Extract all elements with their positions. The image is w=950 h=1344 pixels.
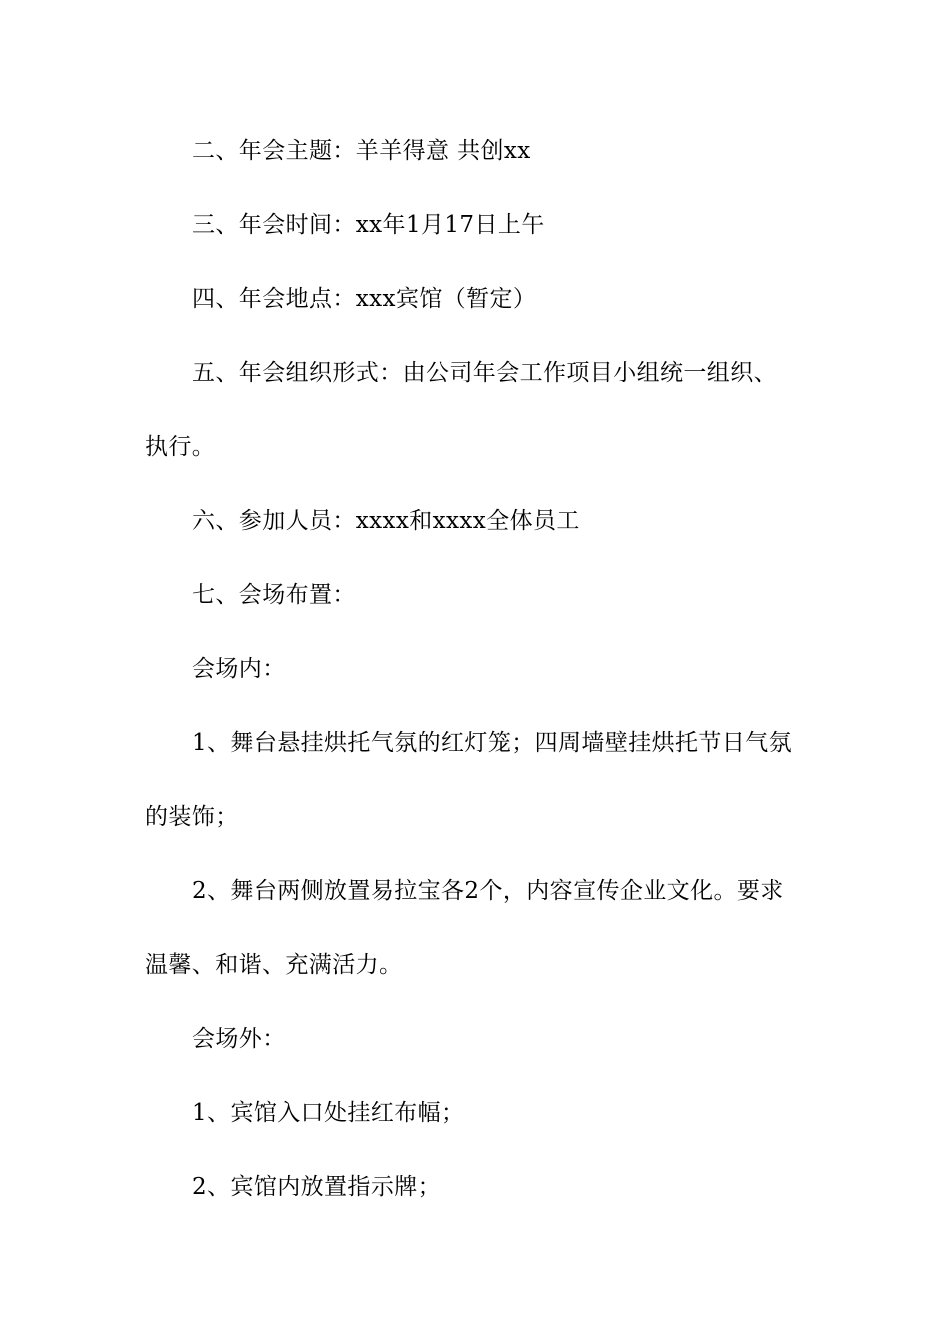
line-indoor-item-2: 2、舞台两侧放置易拉宝各2个，内容宣传企业文化。要求: [192, 878, 784, 904]
line-indoor-item-2-cont: 温馨、和谐、充满活力。: [145, 952, 403, 978]
line-venue-layout-heading: 七、会场布置：: [192, 582, 356, 608]
line-outdoor-item-2: 2、宾馆内放置指示牌；: [192, 1174, 442, 1200]
line-location: 四、年会地点：xxx宾馆（暂定）: [192, 286, 537, 312]
line-organization-cont: 执行。: [145, 434, 216, 460]
line-organization: 五、年会组织形式：由公司年会工作项目小组统一组织、: [192, 360, 777, 386]
line-participants: 六、参加人员：xxxx和xxxx全体员工: [192, 508, 580, 534]
document-body: [145, 114, 810, 1224]
line-indoor-heading: 会场内：: [192, 656, 286, 682]
line-time: 三、年会时间：xx年1月17日上午: [192, 212, 545, 238]
line-outdoor-item-1: 1、宾馆入口处挂红布幅；: [192, 1100, 465, 1126]
line-indoor-item-1: 1、舞台悬挂烘托气氛的红灯笼；四周墙壁挂烘托节日气氛: [192, 730, 793, 756]
line-outdoor-heading: 会场外：: [192, 1026, 286, 1052]
line-theme: 二、年会主题：羊羊得意 共创xx: [192, 138, 531, 164]
line-indoor-item-1-cont: 的装饰；: [145, 804, 239, 830]
